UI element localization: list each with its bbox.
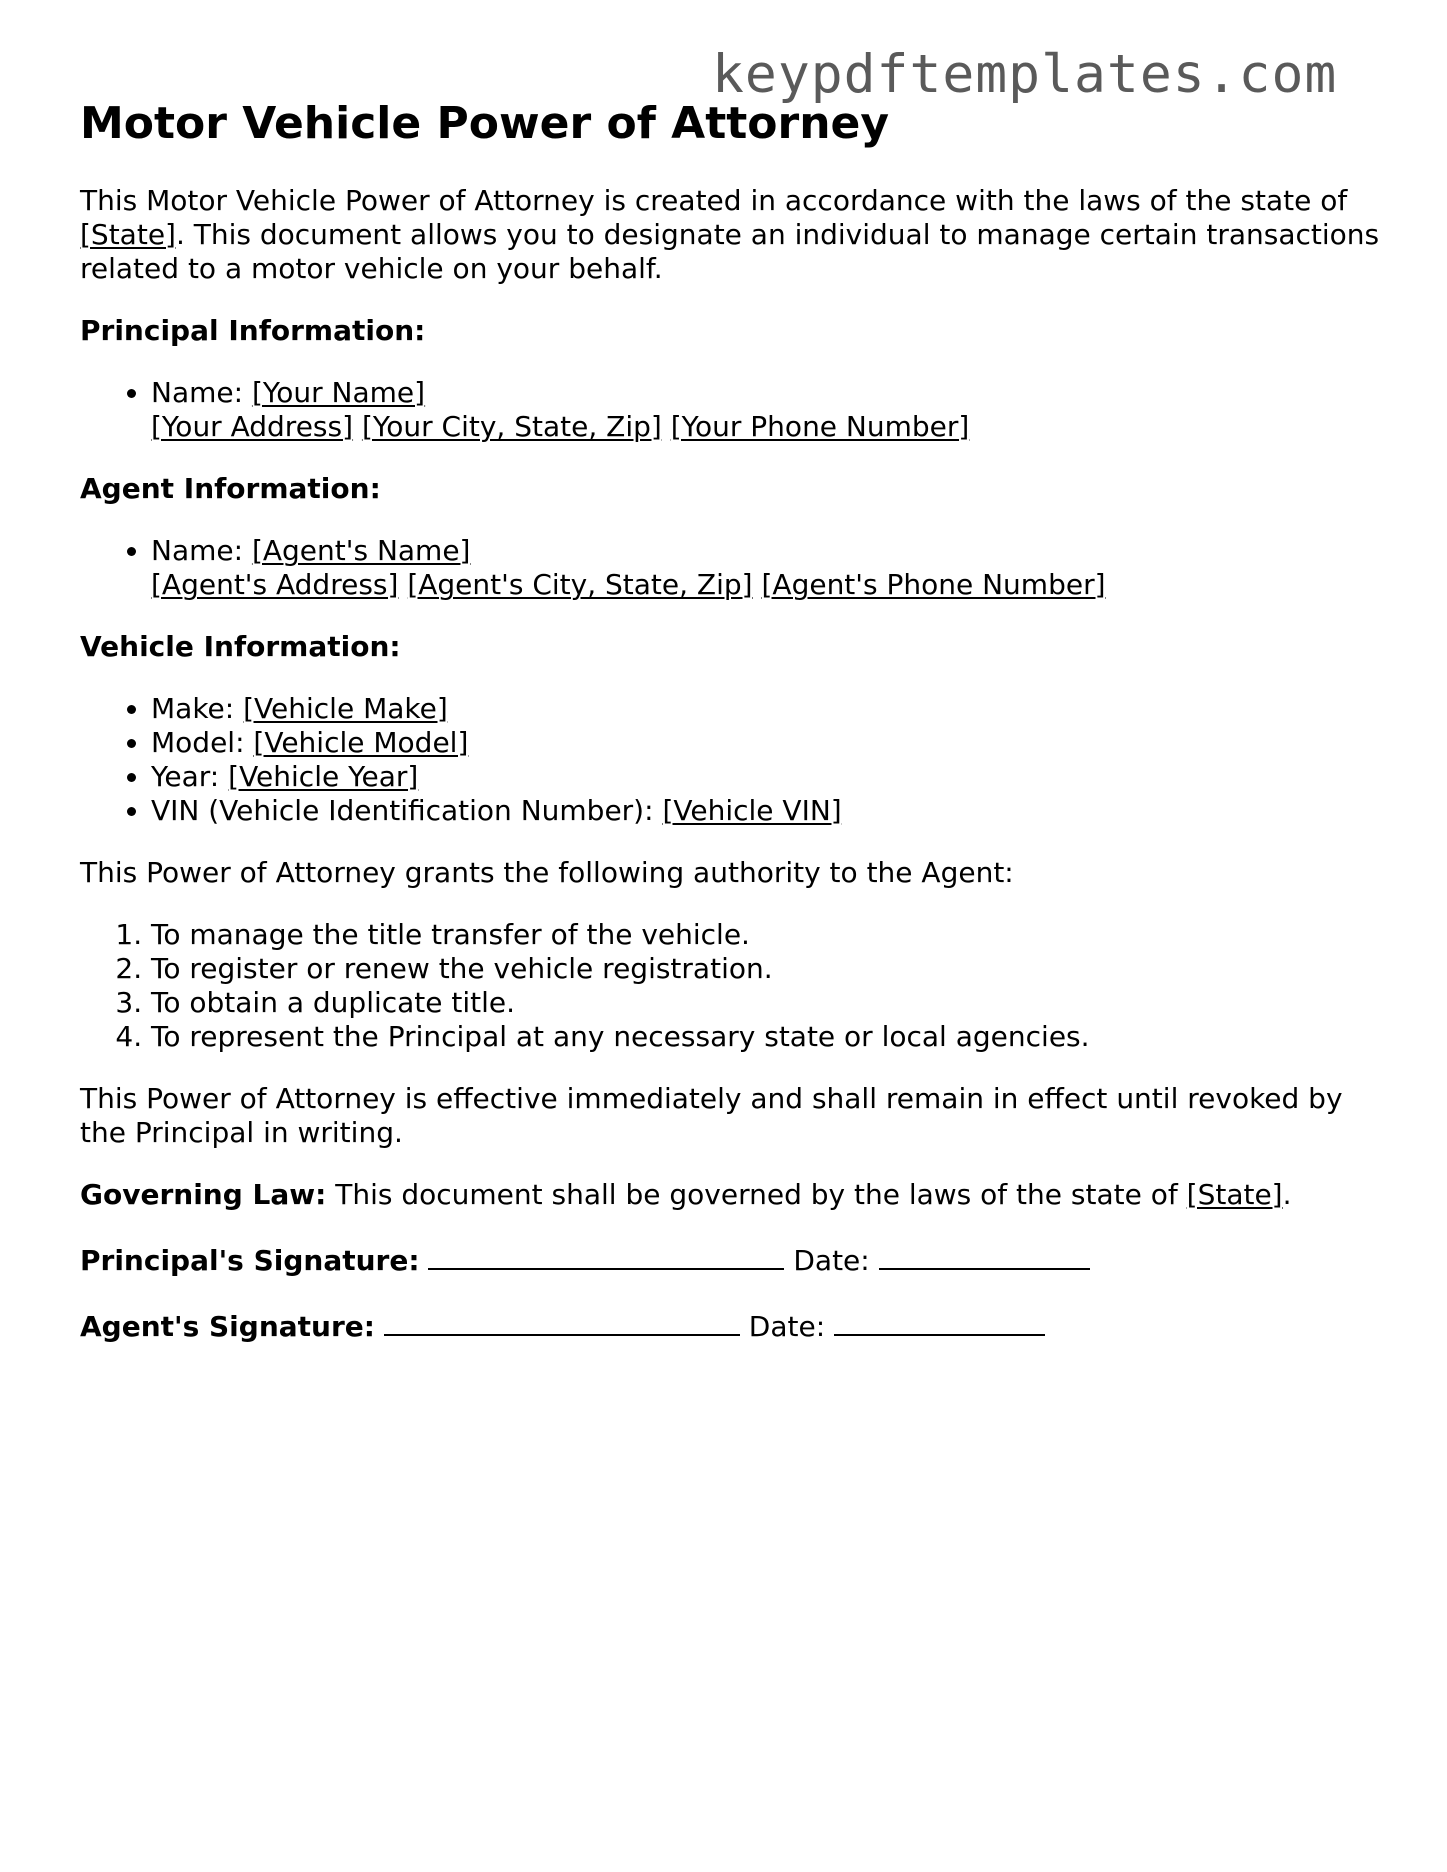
- principal-address-field[interactable]: [Your Address]: [151, 410, 354, 443]
- vehicle-make-item: [151, 692, 1380, 726]
- principal-date-line[interactable]: [879, 1240, 1090, 1270]
- principal-date-label: Date:: [793, 1244, 870, 1277]
- authority-item: 2. To register or renew the vehicle registration.: [151, 952, 1380, 986]
- effective-paragraph: This Power of Attorney is effective immediately and shall remain in effect until revoked by the Principal in writing.: [80, 1082, 1343, 1149]
- principal-list: [80, 376, 1380, 444]
- agent-signature-label: Agent's Signature:: [80, 1310, 375, 1343]
- agent-address-field[interactable]: [Agent's Address]: [151, 568, 399, 601]
- authority-item: 4. To represent the Principal at any necessary state or local agencies.: [151, 1020, 1380, 1054]
- principal-signature-row: [80, 1240, 1380, 1278]
- authority-item: 3. To obtain a duplicate title.: [151, 986, 1380, 1020]
- agent-signature-row: [80, 1306, 1380, 1344]
- principal-phone-field[interactable]: [Your Phone Number]: [670, 410, 970, 443]
- agent-name-label: Name:: [151, 534, 244, 567]
- agent-date-label: Date:: [748, 1310, 826, 1343]
- vehicle-model-field[interactable]: [Vehicle Model]: [253, 726, 469, 759]
- vehicle-make-label: Make:: [151, 692, 235, 725]
- agent-name-field[interactable]: [Agent's Name]: [251, 534, 471, 567]
- principal-heading: Principal Information:: [80, 314, 426, 347]
- agent-date-line[interactable]: [834, 1306, 1045, 1336]
- governing-state-field[interactable]: [State]: [1186, 1178, 1283, 1211]
- vehicle-vin-item: [151, 794, 1380, 828]
- principal-city-state-zip-field[interactable]: [Your City, State, Zip]: [361, 410, 662, 443]
- authority-list: [80, 918, 1380, 1054]
- vehicle-model-label: Model:: [151, 726, 245, 759]
- intro-text-start: This Motor Vehicle Power of Attorney is created in accordance with the laws of the state of: [80, 184, 1348, 217]
- principal-name-label: Name:: [151, 376, 244, 409]
- intro-text-end: . This document allows you to designate an individual to manage certain transactions related to a motor vehicle on your behalf.: [80, 218, 1380, 285]
- agent-phone-field[interactable]: [Agent's Phone Number]: [761, 568, 1106, 601]
- vehicle-model-item: [151, 726, 1380, 760]
- agent-city-state-zip-field[interactable]: [Agent's City, State, Zip]: [407, 568, 753, 601]
- vehicle-heading: Vehicle Information:: [80, 630, 401, 663]
- agent-name-item: [151, 534, 1380, 602]
- vehicle-list: [80, 692, 1380, 828]
- vehicle-make-field[interactable]: [Vehicle Make]: [243, 692, 448, 725]
- governing-law-label: Governing Law:: [80, 1178, 327, 1211]
- agent-heading: Agent Information:: [80, 472, 381, 505]
- authority-item: 1. To manage the title transfer of the vehicle.: [151, 918, 1380, 952]
- governing-law-paragraph: [80, 1178, 1380, 1212]
- watermark: keypdftemplates.com: [712, 44, 1338, 105]
- agent-signature-line[interactable]: [384, 1306, 740, 1336]
- document: [80, 94, 1380, 1372]
- authority-intro: This Power of Attorney grants the following authority to the Agent:: [80, 856, 1014, 889]
- vehicle-year-field[interactable]: [Vehicle Year]: [228, 760, 419, 793]
- vehicle-year-item: [151, 760, 1380, 794]
- vehicle-vin-field[interactable]: [Vehicle VIN]: [662, 794, 842, 827]
- agent-list: [80, 534, 1380, 602]
- principal-signature-line[interactable]: [428, 1240, 784, 1270]
- governing-law-text: This document shall be governed by the laws of the state of: [335, 1178, 1178, 1211]
- document-title: Motor Vehicle Power of Attorney: [80, 98, 890, 149]
- principal-signature-label: Principal's Signature:: [80, 1244, 420, 1277]
- principal-name-item: [151, 376, 1380, 444]
- principal-name-field[interactable]: [Your Name]: [251, 376, 426, 409]
- vehicle-vin-label: VIN (Vehicle Identification Number):: [151, 794, 654, 827]
- governing-law-end: .: [1282, 1178, 1292, 1211]
- intro-paragraph: [80, 184, 1380, 286]
- vehicle-year-label: Year:: [151, 760, 220, 793]
- intro-state-field[interactable]: [State]: [80, 218, 176, 251]
